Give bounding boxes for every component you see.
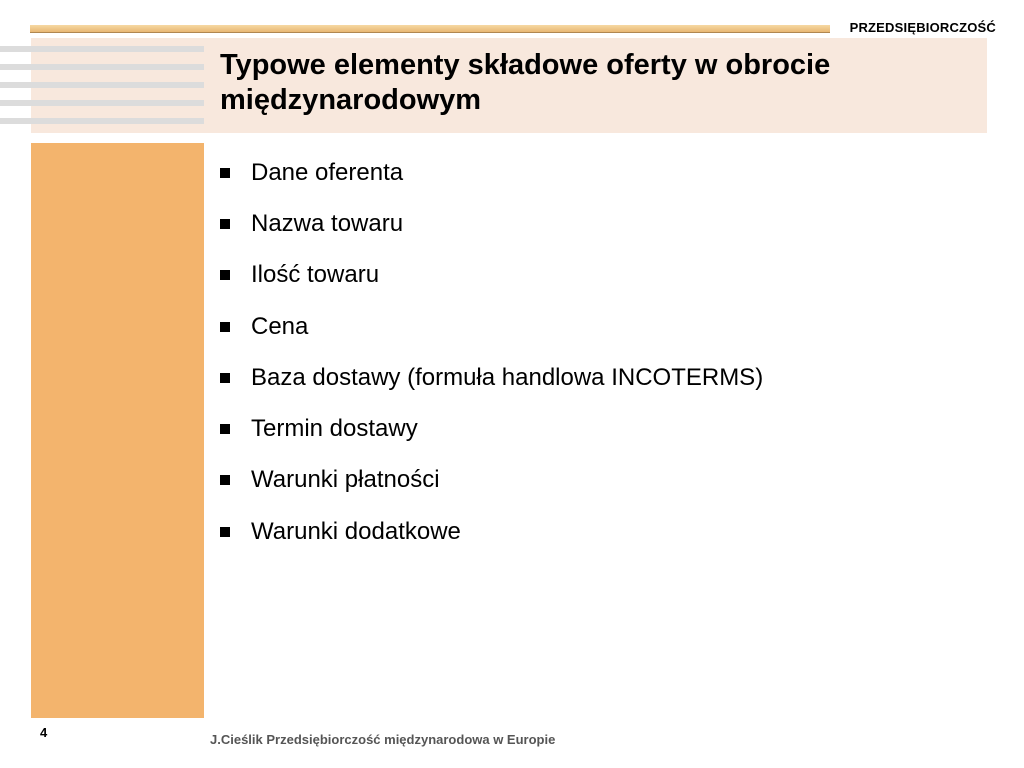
- bullet-text: Dane oferenta: [251, 158, 404, 186]
- square-bullet-icon: [220, 270, 230, 280]
- bullet-text: Termin dostawy: [251, 415, 418, 443]
- bullet-text: Nazwa towaru: [251, 209, 404, 237]
- bullet-text: Ilość towaru: [251, 261, 380, 289]
- decorative-stripes: [0, 42, 204, 132]
- square-bullet-icon: [220, 373, 230, 383]
- list-item: [220, 147, 763, 198]
- slide-title: Typowe elementy składowe oferty w obrocie międzynarodowym: [220, 49, 831, 116]
- list-item: [220, 301, 763, 352]
- brand-label: PRZEDSIĘBIORCZOŚĆ: [849, 20, 996, 35]
- list-item: [220, 198, 763, 249]
- square-bullet-icon: [220, 527, 230, 537]
- bullet-text: Warunki płatności: [251, 466, 440, 494]
- list-item: [220, 506, 763, 557]
- header-rule: [30, 25, 830, 33]
- list-item: [220, 403, 763, 454]
- bullet-text: Cena: [251, 312, 309, 340]
- list-item: [220, 352, 763, 403]
- footer-text: J.Cieślik Przedsiębiorczość międzynarodowa w Europie: [210, 732, 556, 747]
- list-item: [220, 455, 763, 506]
- square-bullet-icon: [220, 168, 230, 178]
- bullet-list: [220, 147, 763, 557]
- list-item: [220, 250, 763, 301]
- square-bullet-icon: [220, 322, 230, 332]
- square-bullet-icon: [220, 424, 230, 434]
- side-panel: [31, 143, 204, 718]
- square-bullet-icon: [220, 475, 230, 485]
- bullet-text: Warunki dodatkowe: [251, 517, 461, 545]
- bullet-text: Baza dostawy (formuła handlowa INCOTERMS): [251, 363, 764, 391]
- square-bullet-icon: [220, 219, 230, 229]
- page-number: 4: [40, 725, 48, 740]
